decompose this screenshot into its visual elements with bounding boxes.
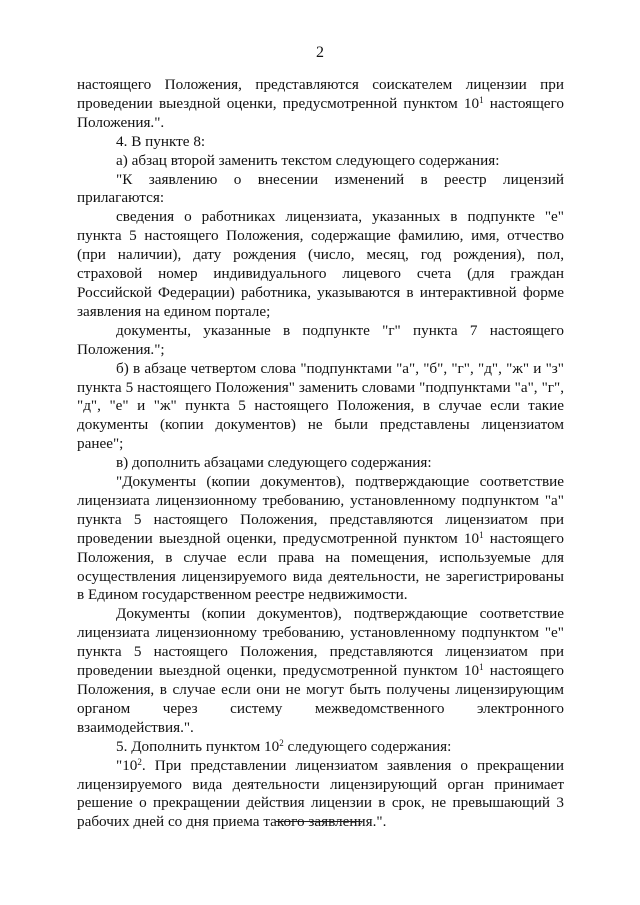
text-run: Документы (копии документов), подтверждающие соответствие лицензиата лицензионному требованию, установленному подпунктом "е" пункта 5 настоящего Положения, представляются лицензиатом при проведении выездной оценки, предусмотренной пунктом 10 [77,605,564,680]
paragraph [77,76,564,133]
text-run: "10 [116,756,138,774]
paragraph [77,171,564,209]
text-run: в) дополнить абзацами следующего содержания: [116,454,432,472]
superscript-index: 1 [479,94,484,105]
paragraph [77,152,564,171]
text-run: сведения о работниках лицензиата, указанных в подпункте "е" пункта 5 настоящего Положения, содержащие фамилию, имя, отчество (при наличии), дату рождения (число, месяц, год рождения), пол, страховой номер индивидуального лицевого счета (для граждан Российской Федерации) работника, указываются в интерактивной форме заявления на едином портале; [77,208,564,320]
end-separator-line [276,821,362,822]
superscript-index: 1 [479,662,484,673]
paragraph [77,738,564,757]
text-run: 4. В пункте 8: [116,132,206,150]
text-run: 5. Дополнить пунктом 10 [116,737,280,755]
paragraph [77,133,564,152]
text-run: . При представлении лицензиатом заявления о прекращении лицензируемого вида деятельности лицензирующий орган принимает решение о прекращении действия лицензии в срок, не превышающий 3 рабочих дней со дня приема такого заявления.". [77,756,564,831]
page-number: 2 [316,44,324,61]
paragraph [77,322,564,360]
text-run: настоящего Положения, в случае если права на помещения, используемые для осуществления лицензируемого вида деятельности, не зарегистрированы в Едином государственном реестре недвижимости. [77,529,564,604]
paragraph [77,208,564,321]
text-run: настоящего Положения.". [77,94,564,131]
superscript-index: 2 [279,737,284,748]
paragraph [77,473,564,605]
text-run: документы, указанные в подпункте "г" пункта 7 настоящего Положения."; [77,321,564,358]
text-run: а) абзац второй заменить текстом следующего содержания: [116,151,500,169]
text-run: следующего содержания: [283,737,452,755]
text-run: б) в абзаце четвертом слова "подпунктами "а", "б", "г", "д", "ж" и "з" пункта 5 настоящего Положения" заменить словами "подпунктами "а", "г", "д", "е" и "ж" пункта 5 настоящего Положения, в случае если такие документы (копии документов) не были представлены лицензиатом ранее"; [77,359,564,453]
text-run: настоящего Положения, в случае если они не могут быть получены лицензирующим органом через систему межведомственного электронного взаимодействия.". [77,662,564,736]
paragraph [77,454,564,473]
superscript-index: 2 [137,756,142,767]
superscript-index: 1 [479,529,484,540]
text-run: "Документы (копии документов), подтверждающие соответствие лицензиата лицензионному требованию, установленному подпунктом "а" пункта 5 настоящего Положения, представляются лицензиатом при проведении выездной оценки, предусмотренной пунктом 10 [77,473,564,547]
text-run: "К заявлению о внесении изменений в реестр лицензий прилагаются: [77,170,564,207]
paragraph [77,360,564,455]
text-run: настоящего Положения, представляются соискателем лицензии при проведении выездной оценки, предусмотренной пунктом 10 [77,76,564,112]
document-body [77,76,564,832]
paragraph [77,605,564,737]
